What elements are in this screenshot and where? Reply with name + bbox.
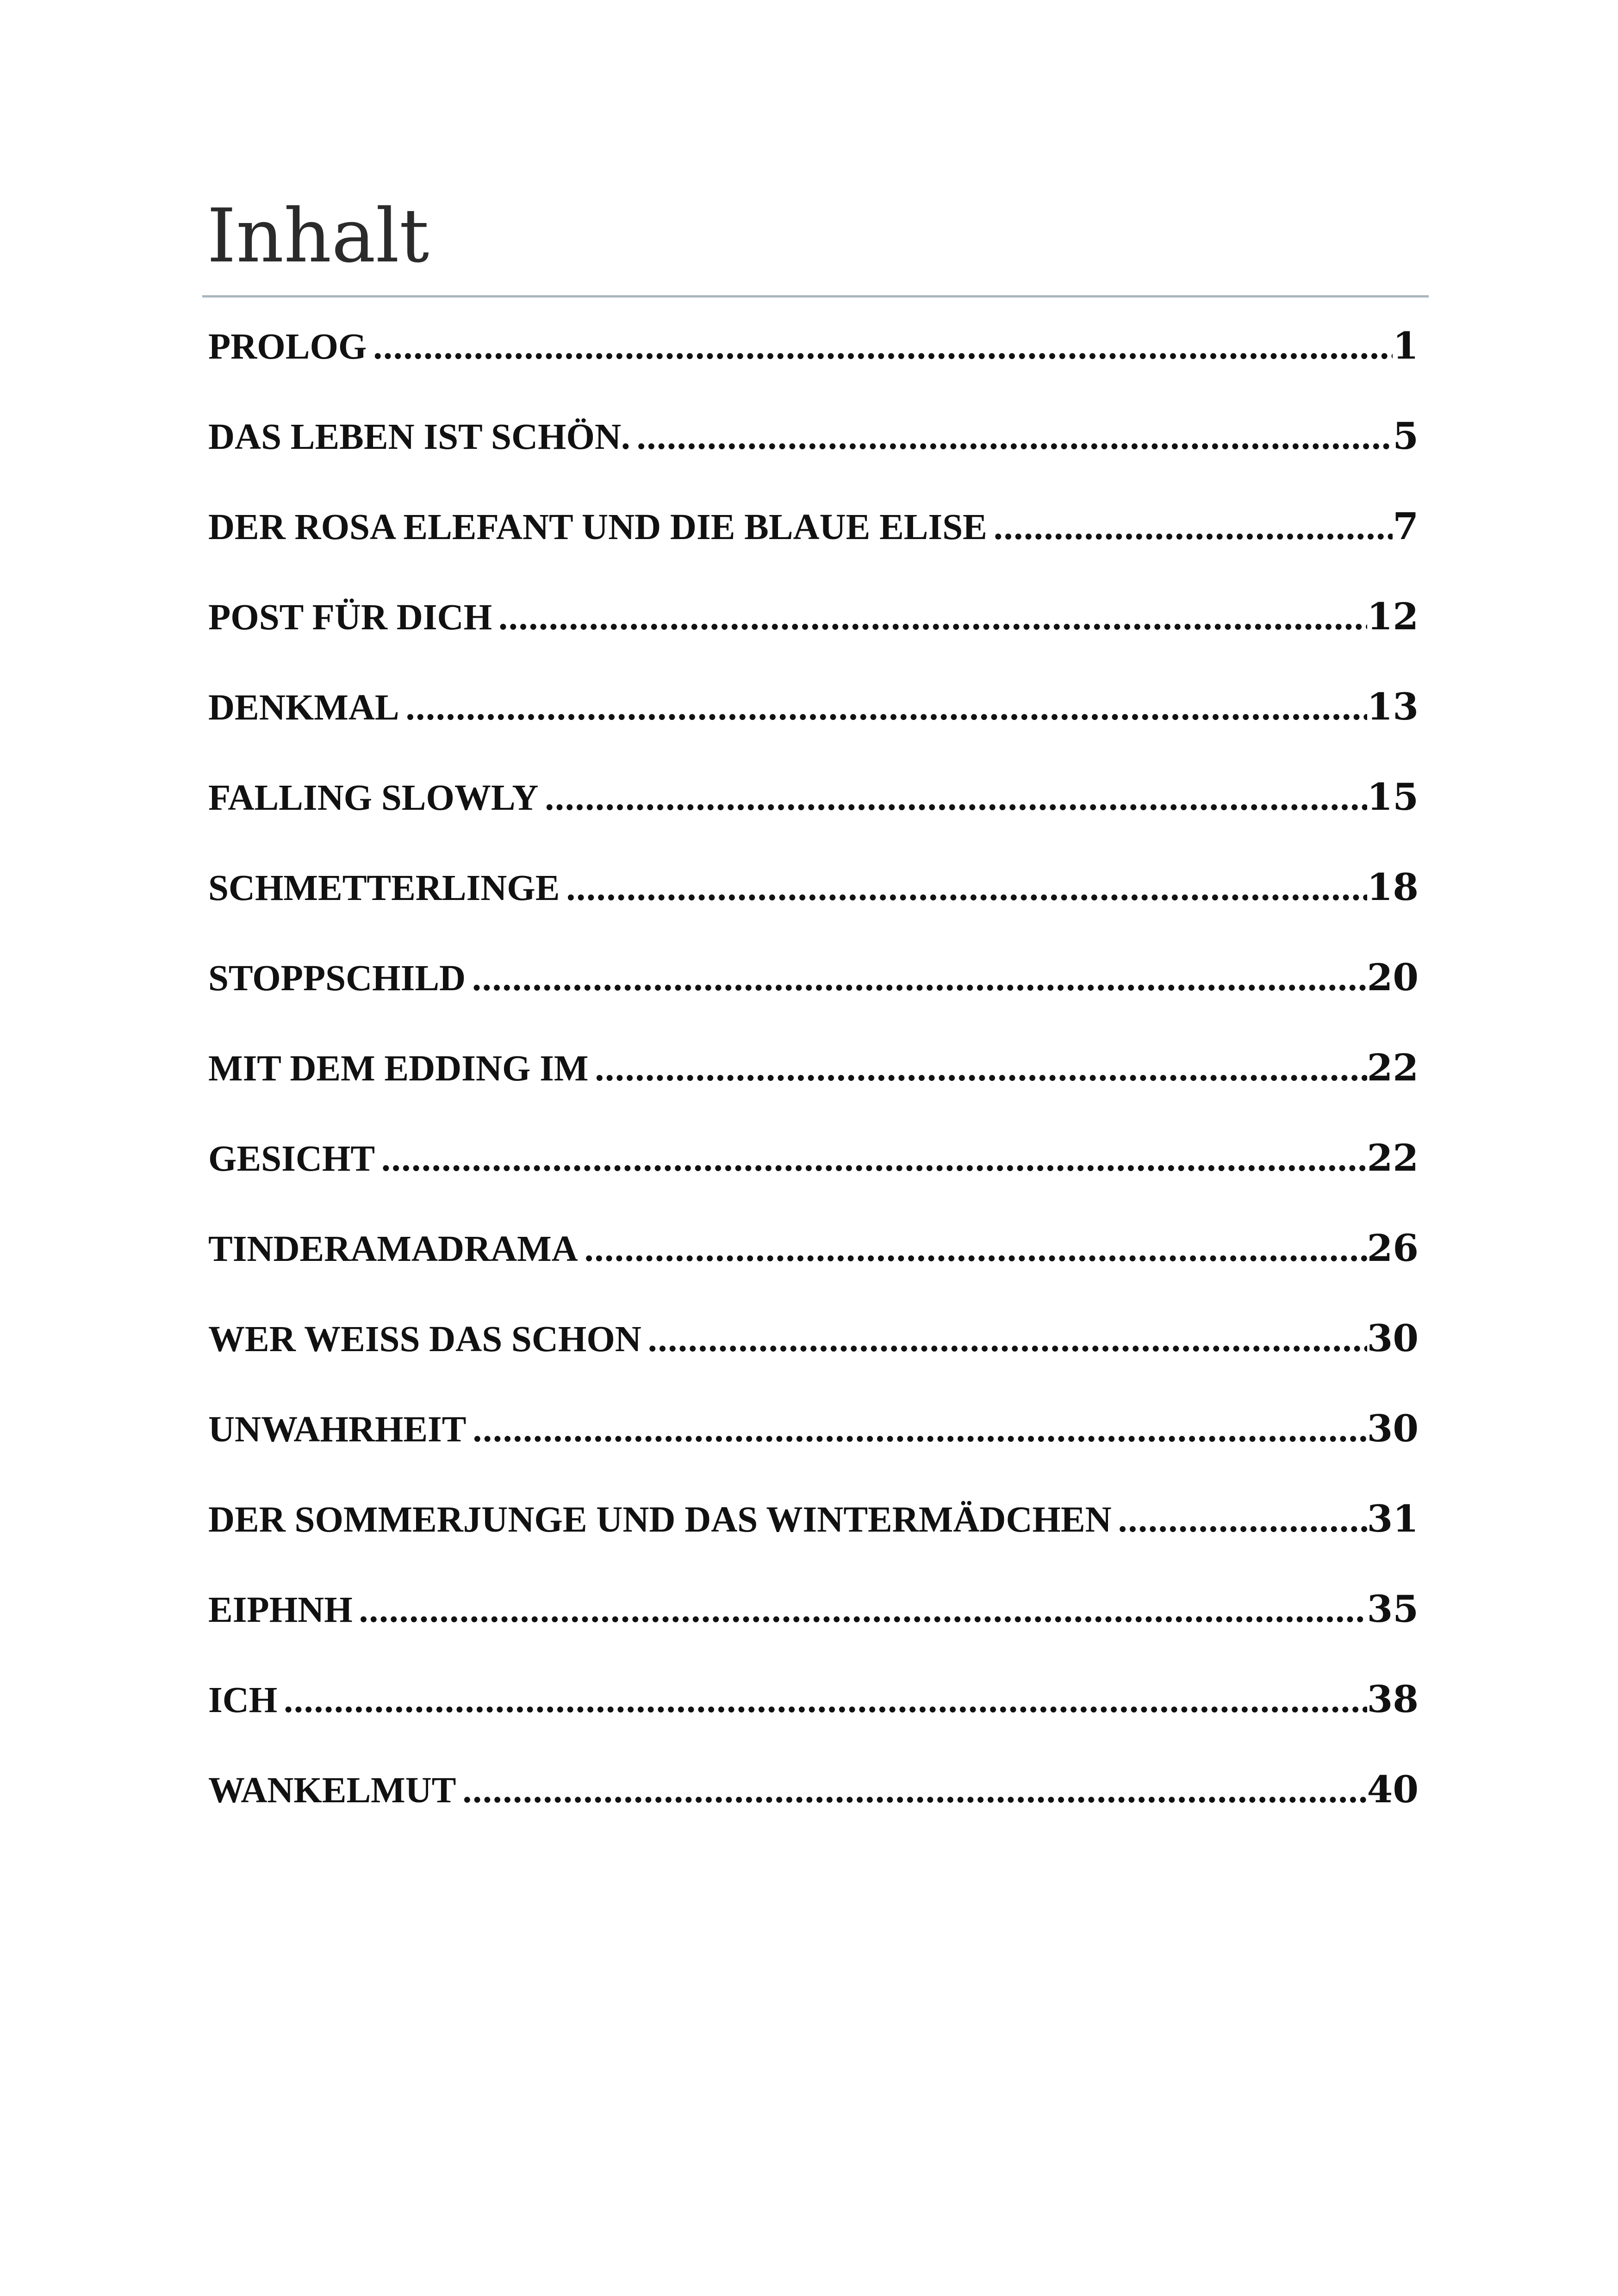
toc-dot-leader bbox=[406, 687, 1367, 729]
toc-entry-page: 26 bbox=[1367, 1226, 1419, 1270]
toc-entry-title: DER SOMMERJUNGE UND DAS WINTERMÄDCHEN bbox=[208, 1500, 1112, 1540]
toc-dot-leader bbox=[498, 597, 1367, 639]
toc-entry-page: 15 bbox=[1367, 775, 1419, 819]
toc-dot-leader bbox=[359, 1589, 1367, 1631]
toc-entry-title: UNWAHRHEIT bbox=[208, 1409, 467, 1450]
toc-entry-title: SCHMETTERLINGE bbox=[208, 868, 560, 908]
toc-entry-page: 30 bbox=[1367, 1407, 1419, 1450]
toc-entry-title: WANKELMUT bbox=[208, 1770, 456, 1811]
toc-entry[interactable] bbox=[208, 1316, 1419, 1407]
toc-entry-title: TINDERAMADRAMA bbox=[208, 1229, 578, 1269]
toc-entry-title: STOPPSCHILD bbox=[208, 958, 466, 999]
toc-entry-page: 22 bbox=[1367, 1136, 1419, 1179]
toc-entry[interactable] bbox=[208, 414, 1419, 504]
toc-dot-leader bbox=[585, 1229, 1367, 1270]
toc-entry[interactable] bbox=[208, 865, 1419, 956]
toc-entry[interactable] bbox=[208, 956, 1419, 1046]
toc-entry-page: 30 bbox=[1367, 1316, 1419, 1360]
toc-entry[interactable] bbox=[208, 1136, 1419, 1226]
table-of-contents bbox=[208, 324, 1419, 1858]
toc-dot-leader bbox=[381, 1138, 1367, 1180]
toc-entry-title: GESICHT bbox=[208, 1139, 375, 1179]
toc-entry-page: 35 bbox=[1367, 1587, 1419, 1631]
toc-entry[interactable] bbox=[208, 1768, 1419, 1858]
toc-dot-leader bbox=[473, 1409, 1367, 1451]
toc-entry-page: 5 bbox=[1393, 414, 1419, 458]
toc-entry-page: 18 bbox=[1367, 865, 1419, 909]
toc-entry[interactable] bbox=[208, 685, 1419, 775]
toc-entry-title: ΕΙΡΗΝΗ bbox=[208, 1590, 353, 1630]
toc-entry-title: ICH bbox=[208, 1680, 278, 1720]
toc-entry-page: 1 bbox=[1393, 324, 1419, 367]
toc-entry[interactable] bbox=[208, 504, 1419, 595]
toc-dot-leader bbox=[648, 1319, 1367, 1360]
toc-entry-page: 7 bbox=[1393, 504, 1419, 548]
toc-entry-page: 12 bbox=[1367, 595, 1419, 638]
toc-dot-leader bbox=[284, 1680, 1367, 1721]
toc-entry[interactable] bbox=[208, 1497, 1419, 1587]
toc-entry[interactable] bbox=[208, 1226, 1419, 1316]
toc-entry-title: PROLOG bbox=[208, 327, 367, 367]
toc-dot-leader bbox=[373, 326, 1393, 368]
toc-entry-title: DAS LEBEN IST SCHÖN. bbox=[208, 417, 630, 457]
toc-dot-leader bbox=[994, 507, 1393, 548]
toc-entry-page: 31 bbox=[1367, 1497, 1419, 1540]
toc-entry-title: POST FÜR DICH bbox=[208, 597, 492, 638]
toc-heading: Inhalt bbox=[207, 192, 429, 279]
toc-dot-leader bbox=[566, 868, 1367, 909]
toc-dot-leader bbox=[545, 777, 1367, 819]
toc-entry-title: DER ROSA ELEFANT UND DIE BLAUE ELISE bbox=[208, 507, 987, 547]
toc-dot-leader bbox=[595, 1048, 1367, 1090]
toc-entry[interactable] bbox=[208, 1046, 1419, 1136]
toc-entry-page: 20 bbox=[1367, 956, 1419, 999]
toc-entry-title: WER WEISS DAS SCHON bbox=[208, 1319, 641, 1359]
toc-dot-leader bbox=[472, 958, 1367, 999]
toc-entry[interactable] bbox=[208, 775, 1419, 865]
toc-entry-title: DENKMAL bbox=[208, 688, 399, 728]
toc-entry[interactable] bbox=[208, 1587, 1419, 1677]
heading-divider bbox=[202, 295, 1429, 298]
toc-entry[interactable] bbox=[208, 324, 1419, 414]
toc-entry-page: 22 bbox=[1367, 1046, 1419, 1089]
toc-entry-page: 13 bbox=[1367, 685, 1419, 728]
toc-entry[interactable] bbox=[208, 1407, 1419, 1497]
toc-dot-leader bbox=[463, 1770, 1367, 1812]
toc-entry-title: FALLING SLOWLY bbox=[208, 778, 539, 818]
toc-entry[interactable] bbox=[208, 1677, 1419, 1768]
toc-entry[interactable] bbox=[208, 595, 1419, 685]
toc-entry-title: MIT DEM EDDING IM bbox=[208, 1049, 589, 1089]
toc-dot-leader bbox=[637, 416, 1393, 458]
toc-dot-leader bbox=[1118, 1499, 1367, 1541]
toc-entry-page: 38 bbox=[1367, 1677, 1419, 1721]
toc-entry-page: 40 bbox=[1367, 1768, 1419, 1811]
